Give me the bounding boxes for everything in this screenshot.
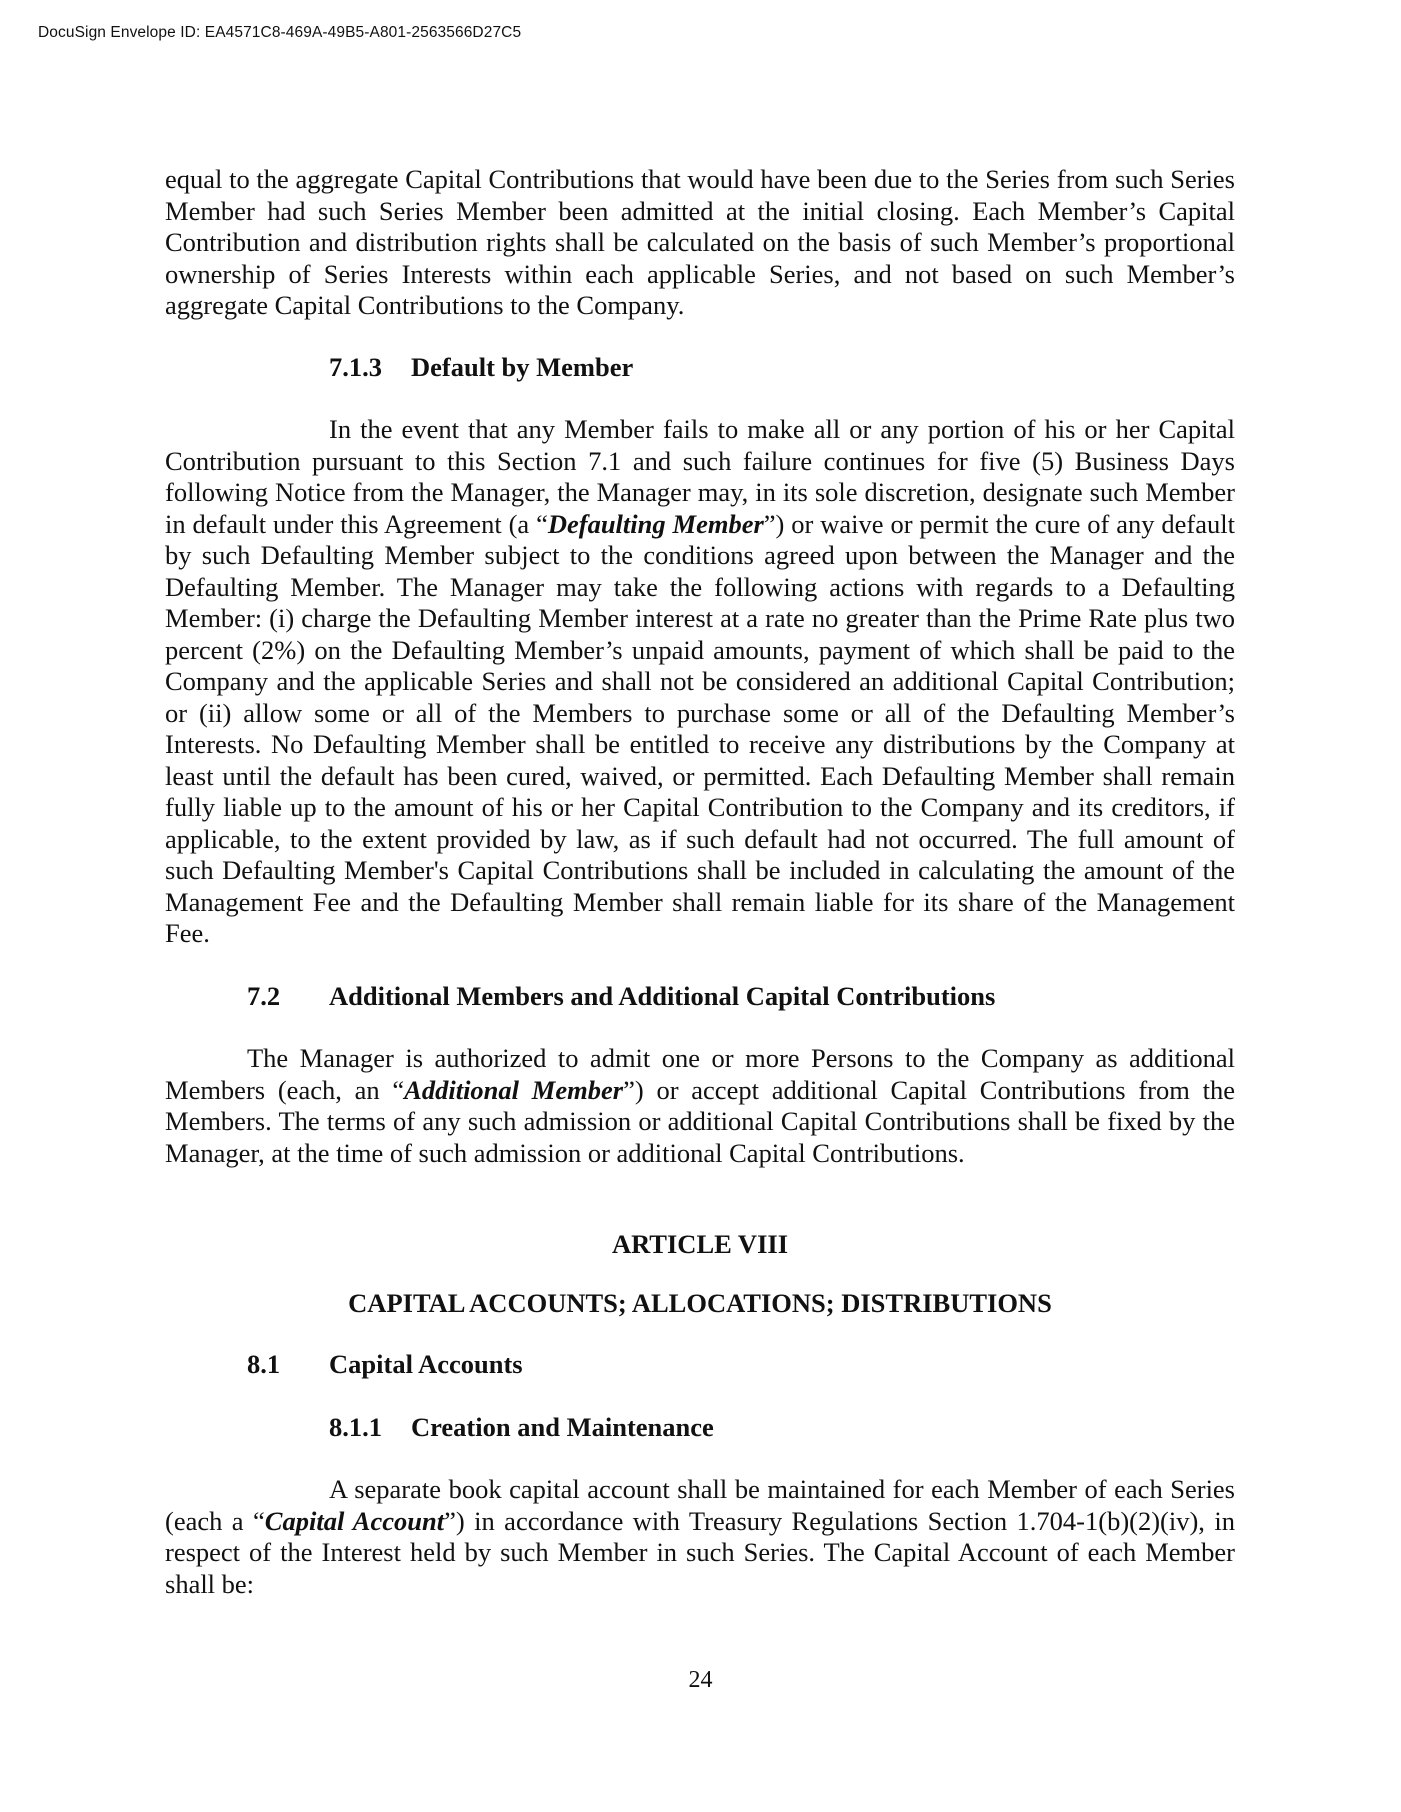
heading-7-1-3 xyxy=(165,352,1235,384)
defined-term: Defaulting Member xyxy=(547,508,764,539)
section-number: 8.1.1 xyxy=(329,1411,382,1442)
text-after-term: ”) in accordance with Treasury Regulations Section 1.704-1(b)(2)(iv), in respect of the Interest held by such Member in such Series. The Capital Account of each Member shall be: xyxy=(165,1505,1235,1599)
heading-7-2 xyxy=(165,981,1235,1013)
article-title: CAPITAL ACCOUNTS; ALLOCATIONS; DISTRIBUTIONS xyxy=(348,1287,1052,1318)
document-body xyxy=(165,164,1235,1600)
heading-8-1 xyxy=(165,1349,1235,1381)
paragraph-default-by-member xyxy=(165,414,1235,950)
section-title: Creation and Maintenance xyxy=(411,1411,714,1442)
paragraph-creation-maintenance xyxy=(165,1474,1235,1600)
text-before-term: A separate book capital account shall be maintained for each Member of each Series (each a “ xyxy=(165,1474,1235,1536)
text-after-term: ”) or accept additional Capital Contributions from the Members. The terms of any such admission or additional Capital Contributions shall be fixed by the Manager, at the time of such admission or additional Capital Contributions. xyxy=(165,1074,1235,1168)
article-label: ARTICLE VIII xyxy=(611,1229,789,1259)
text-before-term: In the event that any Member fails to make all or any portion of his or her Capital Contribution pursuant to this Section 7.1 and such failure continues for five (5) Business Days following Notice from the Manager, the Manager may, in its sole discretion, designate such Member in default under this Agreement (a “ xyxy=(165,414,1235,539)
paragraph-carryover: equal to the aggregate Capital Contributions that would have been due to the Series from such Series Member had such Series Member been admitted at the initial closing. Each Member’s Capital Contribution and distribution rights shall be calculated on the basis of such Member’s proportional ownership of Series Interests within each applicable Series, and not based on such Member’s aggregate Capital Contributions to the Company. xyxy=(165,164,1235,320)
section-title: Default by Member xyxy=(411,351,634,382)
page-number: 24 xyxy=(688,1667,713,1693)
text-after-term: ”) or waive or permit the cure of any default by such Defaulting Member subject to the conditions agreed upon between the Manager and the Defaulting Member. The Manager may take the following actions with regards to a Defaulting Member: (i) charge the Defaulting Member interest at a rate no greater than the Prime Rate plus two percent (2%) on the Defaulting Member’s unpaid amounts, payment of which shall be paid to the Company and the applicable Series and shall not be considered an additional Capital Contribution; or (ii) allow some or all of the Members to purchase some or all of the Defaulting Member’s Interests. No Defaulting Member shall be entitled to receive any distributions by the Company at least until the default has been cured, waived, or permitted. Each Defaulting Member shall remain fully liable up to the amount of his or her Capital Contribution to the Company and its creditors, if applicable, to the extent provided by law, as if such default had not occurred. The full amount of such Defaulting Member's Capital Contributions shall be included in calculating the amount of the Management Fee and the Defaulting Member shall remain liable for its share of the Management Fee. xyxy=(165,508,1235,948)
section-title: Additional Members and Additional Capital Contributions xyxy=(329,980,996,1011)
defined-term: Additional Member xyxy=(404,1074,624,1105)
paragraph-additional-members xyxy=(165,1043,1235,1169)
section-number: 8.1 xyxy=(247,1349,281,1379)
section-number: 7.2 xyxy=(247,980,281,1011)
section-title: Capital Accounts xyxy=(329,1349,523,1379)
section-number: 7.1.3 xyxy=(329,351,382,382)
heading-8-1-1 xyxy=(165,1412,1235,1444)
envelope-id: DocuSign Envelope ID: EA4571C8-469A-49B5-A801-2563566D27C5 xyxy=(38,24,522,41)
defined-term: Capital Account xyxy=(264,1505,445,1536)
text-before-term: The Manager is authorized to admit one or more Persons to the Company as additional Members (each, an “ xyxy=(165,1043,1235,1105)
